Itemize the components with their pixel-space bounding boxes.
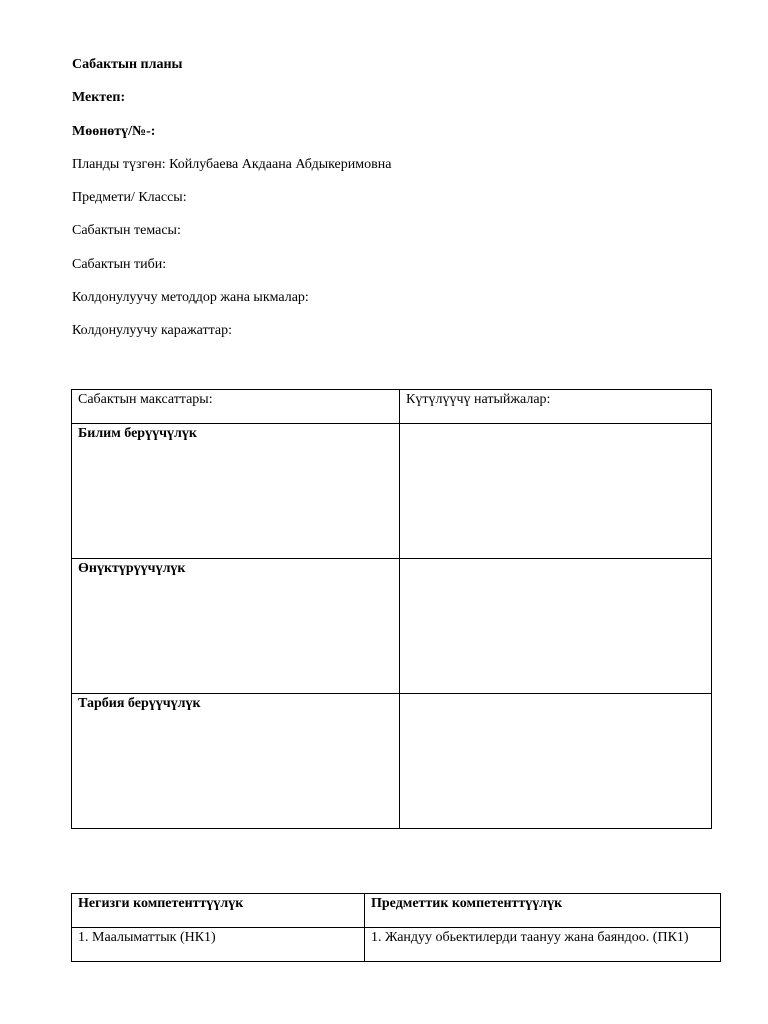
author-field: Планды түзгөн: Койлубаева Акдаана Абдыкеримовна bbox=[72, 157, 392, 172]
methods-field: Колдонулуучу методдор жана ыкмалар: bbox=[72, 290, 309, 305]
date-number-label: Мөөнөтү/№-: bbox=[72, 124, 156, 139]
competence-table bbox=[71, 893, 721, 962]
table-row bbox=[72, 559, 712, 694]
table-row bbox=[72, 694, 712, 829]
document-title: Сабактын планы bbox=[72, 57, 183, 72]
table-row bbox=[72, 424, 712, 559]
subject-class-field: Предмети/ Классы: bbox=[72, 190, 187, 205]
goal-developmental: Өнүктүрүүчүлүк bbox=[72, 559, 400, 694]
materials-field: Колдонулуучу каражаттар: bbox=[72, 323, 233, 338]
table-row bbox=[72, 928, 721, 962]
goal-educational: Билим берүүчүлүк bbox=[72, 424, 400, 559]
result-developmental bbox=[400, 559, 712, 694]
lesson-topic-field: Сабактын темасы: bbox=[72, 223, 181, 238]
goals-header: Сабактын максаттары: bbox=[72, 390, 400, 424]
goals-table bbox=[71, 389, 712, 829]
lesson-type-field: Сабактын тиби: bbox=[72, 257, 167, 272]
school-label: Мектеп: bbox=[72, 90, 126, 105]
result-upbringing bbox=[400, 694, 712, 829]
key-competence-item: 1. Маалыматтык (НК1) bbox=[72, 928, 365, 962]
key-competence-header: Негизги компетенттүүлүк bbox=[72, 894, 365, 928]
table-row bbox=[72, 390, 712, 424]
results-header: Күтүлүүчү натыйжалар: bbox=[400, 390, 712, 424]
table-row bbox=[72, 894, 721, 928]
subject-competence-item: 1. Жандуу обьектилерди таануу жана баяндоо. (ПК1) bbox=[365, 928, 721, 962]
result-educational bbox=[400, 424, 712, 559]
goal-upbringing: Тарбия берүүчүлүк bbox=[72, 694, 400, 829]
subject-competence-header: Предметтик компетенттүүлүк bbox=[365, 894, 721, 928]
